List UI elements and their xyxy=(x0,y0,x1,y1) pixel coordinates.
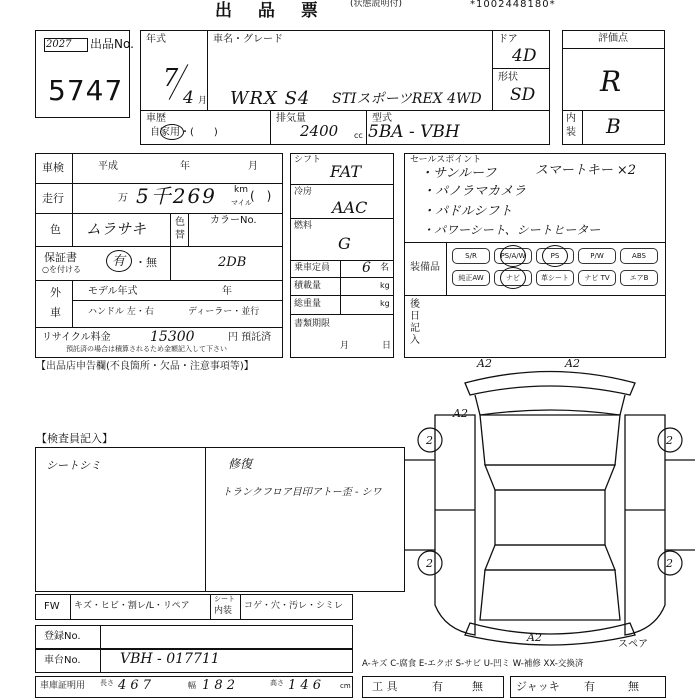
history-circle xyxy=(160,124,184,140)
inspector-title: 【検査員記入】 xyxy=(36,432,113,445)
equipment-label: 装備品 xyxy=(410,262,440,273)
mileage-unit2: マイル xyxy=(231,199,252,207)
equipment-circle xyxy=(500,245,526,267)
mark-a2-4: A2 xyxy=(527,631,542,644)
color-change-2: 替 xyxy=(175,230,185,241)
car-windshield xyxy=(485,465,615,490)
fw-text: キズ・ヒビ・割レ/L・リペア xyxy=(74,601,190,611)
equipment-item: P/W xyxy=(578,248,616,264)
cert-height-value: 1 4 6 xyxy=(288,678,322,693)
foreign-dealer: ディーラー・並行 xyxy=(188,307,260,317)
model-year-value: 7 xyxy=(163,64,179,92)
equipment-item: 革シート xyxy=(536,270,574,286)
car-trunk xyxy=(480,570,620,620)
fuel-value: G xyxy=(338,234,351,253)
history-value: 自家用・( ) xyxy=(150,127,218,138)
recycle-label: リサイクル料金 xyxy=(42,332,111,343)
cert-width-label: 幅 xyxy=(188,681,196,690)
rear-label-3: 記 xyxy=(410,323,420,334)
jack-has: 有 xyxy=(584,680,595,693)
shape-value: SD xyxy=(510,85,536,105)
model-year-label: 年式 xyxy=(146,34,166,45)
mark-a2-3: A2 xyxy=(453,407,468,420)
car-name-label: 車名・グレード xyxy=(213,34,283,45)
car-grade-value: STIスポーツREX 4WD xyxy=(332,91,482,107)
color-no-value: 2DB xyxy=(218,255,247,270)
lot-number: 5747 xyxy=(48,74,124,107)
foreign-year-label: 年 xyxy=(222,286,232,297)
foreign-label-1: 外 xyxy=(50,286,61,299)
mark-2-fr: 2 xyxy=(666,434,673,447)
ac-label: 冷房 xyxy=(294,187,313,197)
type-label: 型式 xyxy=(372,113,392,124)
cert-width-value: 1 8 2 xyxy=(202,678,236,693)
doc-expiry-label: 書類期限 xyxy=(294,319,331,329)
car-left-side xyxy=(435,415,475,635)
doc-expiry-day: 日 xyxy=(382,341,392,351)
warranty-sub: ○を付ける xyxy=(42,265,81,274)
damage-legend: A-キズ C-腐食 E-エクボ S-サビ U-凹ミ W-補修 XX-交換済 xyxy=(362,659,584,669)
seat-label-1: シート xyxy=(214,595,235,603)
mark-a2-2: A2 xyxy=(565,357,580,370)
jack-label: ジャッキ xyxy=(516,680,560,693)
door-label: ドア xyxy=(498,34,518,45)
recycle-value: 15300 xyxy=(150,329,195,345)
weight-label: 総重量 xyxy=(294,299,322,309)
rear-label-1: 後 xyxy=(410,299,420,310)
fw-label: FW xyxy=(44,601,60,612)
model-month-unit: 月 xyxy=(198,96,208,106)
warranty-has: 有 xyxy=(112,254,126,269)
barcode-text: *1002448180* xyxy=(470,0,556,10)
spare-label: スペア xyxy=(618,639,648,650)
inspection-year: 年 xyxy=(180,161,190,172)
lot-small-number: 2027 xyxy=(46,39,72,50)
document-subtitle: (状態説明付) xyxy=(350,0,403,9)
sales-point-4: ・パワーシート、シートヒーター xyxy=(422,223,601,237)
seat-text: コゲ・穴・汚レ・シミレ xyxy=(244,601,344,611)
color-no-label: カラーNo. xyxy=(210,215,257,226)
displacement-label: 排気量 xyxy=(276,113,306,124)
warranty-circle xyxy=(106,250,132,272)
inspector-note-3: トランクフロア目印アトー歪 - シワ xyxy=(222,487,382,498)
car-rear-bumper xyxy=(465,623,635,645)
jack-none: 無 xyxy=(628,680,639,693)
capacity-unit: 名 xyxy=(380,263,390,273)
car-roof xyxy=(495,490,605,545)
sales-points-label: セールスポイント xyxy=(410,155,482,165)
inspector-note-1: シートシミ xyxy=(46,459,101,472)
mileage-paren: ( ) xyxy=(250,189,272,203)
equipment-item: 純正AW xyxy=(452,270,490,286)
mark-2-fl: 2 xyxy=(426,434,433,447)
sales-point-2: ・パノラマカメラ xyxy=(422,184,527,199)
seat-label-2: 内装 xyxy=(214,606,233,616)
car-right-side xyxy=(625,415,665,635)
car-hood xyxy=(480,415,620,465)
warranty-none: ・無 xyxy=(135,256,157,269)
car-name-value: WRX S4 xyxy=(230,88,311,109)
rating-value: R xyxy=(600,65,622,98)
mark-2-rl: 2 xyxy=(426,557,433,570)
remarks-title: 【出品店申告欄(不良箇所・欠品・注意事項等)】 xyxy=(36,361,254,372)
foreign-label-2: 車 xyxy=(50,306,61,319)
mileage-label: 走行 xyxy=(42,192,64,205)
equipment-circle xyxy=(542,245,568,267)
lot-label: 出品No. xyxy=(90,37,134,51)
interior-label-2: 装 xyxy=(566,127,576,138)
color-change-1: 色 xyxy=(175,217,185,228)
equipment-item: ナビ TV xyxy=(578,270,616,286)
color-label: 色 xyxy=(50,223,61,236)
shape-label: 形状 xyxy=(498,72,518,83)
doc-expiry-month: 月 xyxy=(340,341,350,351)
shift-value: FAT xyxy=(330,162,362,181)
equipment-item: ABS xyxy=(620,248,658,264)
equipment-item: ナビ xyxy=(494,270,532,286)
equipment-item: PS/A/W xyxy=(494,248,532,264)
sales-point-3: ・パドルシフト xyxy=(422,204,513,219)
capacity-value: 6 xyxy=(362,260,371,276)
weight-unit: kg xyxy=(380,299,390,308)
displacement-unit: cc xyxy=(354,131,363,140)
tools-has: 有 xyxy=(432,680,443,693)
equipment-item: PS xyxy=(536,248,574,264)
inspection-era: 平成 xyxy=(98,161,118,172)
cert-label: 車庫証明用 xyxy=(40,681,86,691)
type-value: 5BA - VBH xyxy=(368,122,460,142)
car-body-outline xyxy=(475,395,625,415)
car-rear-window xyxy=(485,545,615,570)
document-title: 出 品 票 xyxy=(215,1,328,21)
mileage-value: 5千269 xyxy=(136,184,217,208)
load-unit: kg xyxy=(380,281,390,290)
mark-a2-1: A2 xyxy=(477,357,492,370)
registration-row xyxy=(35,625,353,649)
color-value: ムラサキ xyxy=(86,220,147,238)
shift-label: シフト xyxy=(294,155,322,165)
inspector-note-2: 修復 xyxy=(228,457,253,471)
inspection-month: 月 xyxy=(248,161,258,172)
cert-unit: cm xyxy=(340,682,351,690)
door-value: 4D xyxy=(512,46,537,66)
displacement-value: 2400 xyxy=(300,122,339,140)
interior-value: B xyxy=(606,114,621,138)
tools-none: 無 xyxy=(472,680,483,693)
cert-length-label: 長さ xyxy=(100,679,114,687)
mileage-unit: km xyxy=(234,185,248,195)
load-label: 積載量 xyxy=(294,281,322,291)
mark-2-rr: 2 xyxy=(666,557,673,570)
rear-label-2: 日 xyxy=(410,311,420,322)
equipment-item: エアB xyxy=(620,270,658,286)
rear-label-4: 入 xyxy=(410,335,420,346)
inspection-label: 車検 xyxy=(42,161,64,174)
recycle-unit: 円 預託済 xyxy=(228,332,272,343)
car-front-bumper xyxy=(465,372,635,396)
sales-point-1: ・サンルーフ xyxy=(420,166,497,181)
registration-label: 登録No. xyxy=(44,631,81,642)
foreign-model-label: モデル年式 xyxy=(88,286,138,297)
mileage-man: 万 xyxy=(118,193,128,204)
warranty-label: 保証書 xyxy=(44,251,77,264)
ac-value: AAC xyxy=(332,198,368,217)
chassis-value: VBH - 017711 xyxy=(120,651,220,667)
recycle-note: 預託済の場合は積算されるため金額記入して下さい xyxy=(66,345,227,353)
interior-label-1: 内 xyxy=(566,113,576,124)
rating-label: 評価点 xyxy=(598,33,628,44)
equipment-item: S/R xyxy=(452,248,490,264)
cert-length-value: 4 6 7 xyxy=(118,678,152,693)
fuel-label: 燃料 xyxy=(294,221,313,231)
sales-point-extra: スマートキー ×2 xyxy=(535,163,637,178)
chassis-label: 車台No. xyxy=(44,655,81,666)
equipment-circle xyxy=(500,267,526,289)
tools-label: 工 具 xyxy=(372,680,398,693)
foreign-handle: ハンドル 左・右 xyxy=(88,307,154,317)
model-month-value: 4 xyxy=(183,88,194,108)
capacity-label: 乗車定員 xyxy=(294,263,331,273)
cert-height-label: 高さ xyxy=(270,679,284,687)
damage-diagram xyxy=(405,355,695,655)
history-label: 車歴 xyxy=(146,113,166,124)
